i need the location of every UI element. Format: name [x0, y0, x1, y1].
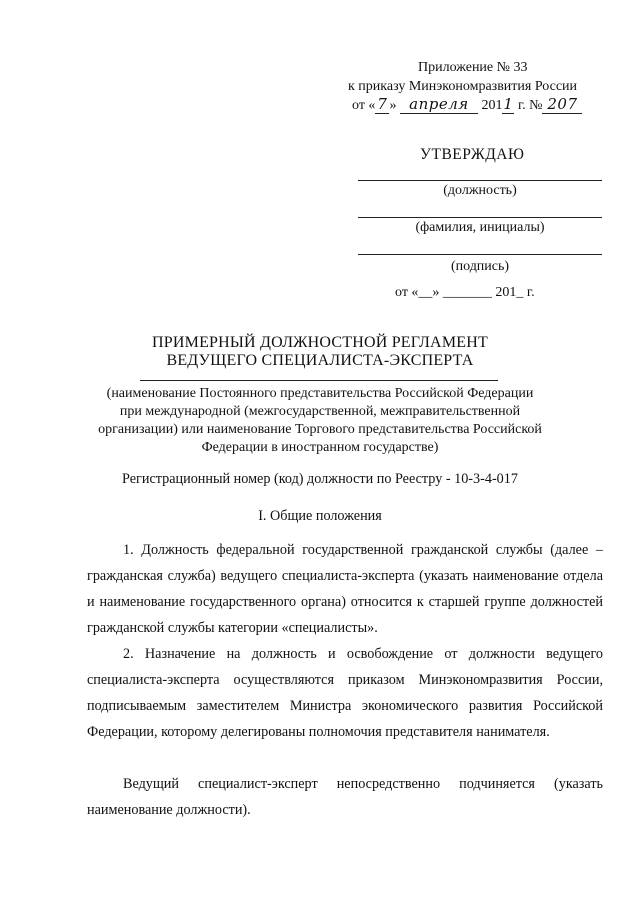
position-line — [358, 180, 602, 181]
handwritten-month: апреля — [400, 95, 478, 114]
handwritten-order-number: 207 — [542, 95, 582, 114]
name-line — [358, 217, 602, 218]
org-caption-line3: организации) или наименование Торгового представительства Российской — [98, 422, 542, 437]
approval-date: от «__» _______ 201_ г. — [395, 285, 535, 300]
paragraph-3: Ведущий специалист-эксперт непосредственно подчиняется (указать наименование должности). — [87, 776, 603, 818]
org-caption-line1: (наименование Постоянного представительства Российской Федерации — [106, 386, 534, 401]
paragraph-1: 1. Должность федеральной государственной гражданской службы (далее – гражданская служба) ведущего специалиста-эксперта (указать наименование отдела и наименование государственного органа) относится к старшей группе должностей гражданской службы категории «специалисты». — [87, 542, 603, 636]
document-title-line2: ВЕДУЩЕГО СПЕЦИАЛИСТА-ЭКСПЕРТА — [166, 352, 474, 369]
appendix-order-ref: к приказу Минэкономразвития России — [348, 79, 578, 94]
approval-heading: УТВЕРЖДАЮ — [420, 146, 525, 163]
section-heading: I. Общие положения — [258, 508, 382, 524]
appendix-number: Приложение № 33 — [418, 60, 528, 75]
appendix-date-line — [352, 95, 582, 115]
signature-caption: (подпись) — [450, 259, 510, 274]
handwritten-day: 7 — [377, 95, 388, 113]
signature-line — [358, 254, 602, 255]
paragraph-2: 2. Назначение на должность и освобождение от должности ведущего специалиста-эксперта осуществляются приказом Минэкономразвития России, подписываемым заместителем Министра экономического развития Российской Федерации, которому делегированы полномочия представителя нанимателя. — [87, 646, 603, 740]
document-title-line1: ПРИМЕРНЫЙ ДОЛЖНОСТНОЙ РЕГЛАМЕНТ — [152, 334, 488, 351]
date-prefix: от « — [352, 98, 376, 113]
org-caption-line2: при международной (межгосударственной, межправительственной — [119, 404, 521, 419]
org-caption-line4: Федерации в иностранном государстве) — [201, 440, 439, 455]
org-name-line — [140, 380, 498, 381]
name-caption: (фамилия, инициалы) — [415, 220, 545, 235]
org-caption — [80, 385, 560, 457]
date-close: » — [389, 98, 397, 113]
year-prefix: 201 — [481, 98, 503, 113]
position-caption: (должность) — [443, 183, 517, 198]
handwritten-year-digit: 1 — [503, 95, 514, 113]
order-number-label: г. № — [517, 98, 543, 113]
registry-number: Регистрационный номер (код) должности по Реестру - 10-3-4-017 — [122, 471, 518, 487]
